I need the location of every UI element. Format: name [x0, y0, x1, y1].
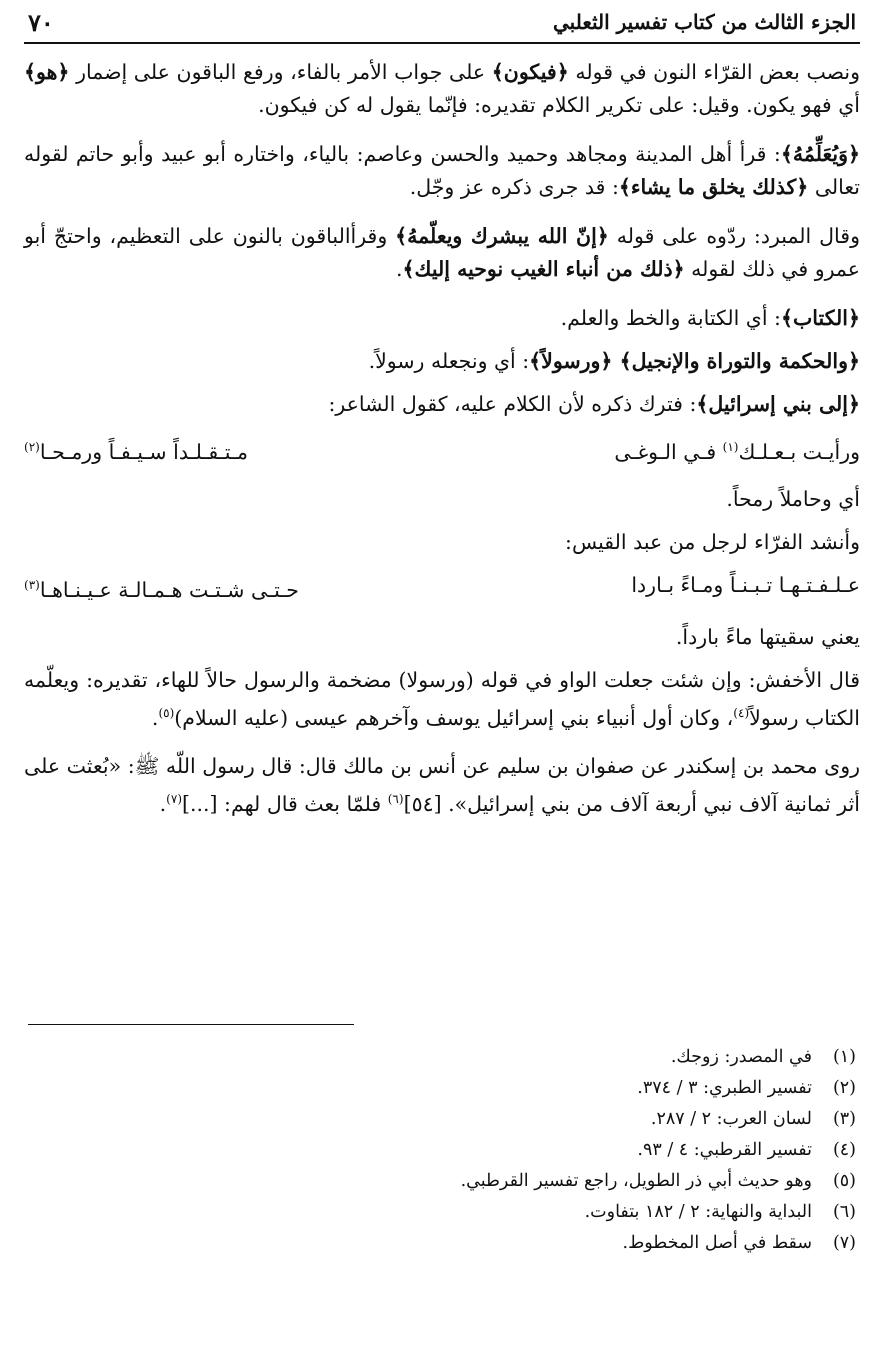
- footnote-item: [24, 1228, 856, 1259]
- quran-quote: ﴿الكتاب﴾: [780, 306, 860, 330]
- text-run: قال الأخفش: وإن شئت جعلت الواو في قوله (ورسولا) مضخمة والرسول حالاً للهاء، تقديره: ويعلّمه الكتاب رسولاً: [24, 667, 860, 730]
- text-run: وقال المبرد: ردّوه على قوله: [608, 224, 860, 248]
- page-number: ٧٠: [28, 8, 54, 37]
- paragraph-explain-verse2: يعني سقيتها ماءً بارداً.: [675, 624, 860, 649]
- footnote-text: سقط في أصل المخطوط.: [622, 1233, 812, 1253]
- paragraph-farra: وأنشد الفرّاء لرجل من عبد القيس:: [565, 529, 860, 554]
- quran-quote: ﴿فيكون﴾: [491, 60, 569, 84]
- text-run: .: [151, 705, 159, 730]
- footnote-text: لسان العرب: ٢ / ٢٨٧.: [650, 1109, 812, 1129]
- footnote-ref: (٦): [387, 792, 404, 807]
- footnote-ref: (٣): [24, 577, 40, 592]
- paragraph-kitab: [24, 302, 860, 335]
- footnote-item: [24, 1166, 856, 1197]
- quran-quote: ﴿كذلك يخلق ما يشاء﴾: [618, 175, 809, 199]
- text-run: ونصب بعض القرّاء النون في قوله: [568, 60, 860, 84]
- footnote-item: [24, 1042, 856, 1073]
- footnote-item: [24, 1135, 856, 1166]
- footnote-number: (٥): [832, 1171, 856, 1191]
- footnote-separator: [28, 1024, 354, 1025]
- quran-quote: ﴿هو﴾: [24, 60, 70, 84]
- footnote-ref: (٥): [158, 705, 175, 720]
- book-page: [24, 8, 860, 1348]
- paragraph-hikma: [24, 345, 860, 378]
- footnote-item: [24, 1073, 856, 1104]
- text-run: : فترك ذكره لأن الكلام عليه، كقول الشاعر:: [328, 392, 697, 416]
- footnote-ref: (٢): [24, 440, 40, 454]
- verse-text: حـتـى شـتـت هـمـالـة عـيـنـاهـا: [39, 577, 299, 602]
- poetry-verse-1: [24, 431, 860, 469]
- quran-quote: ﴿وَيُعَلِّمُهُ﴾: [780, 142, 860, 166]
- paragraph-explain-verse1: أي وحاملاً رمحاً.: [726, 486, 860, 511]
- verse-text: مـتـقـلـداً سـيـفـاً ورمـحـا: [39, 439, 248, 464]
- footnote-text: في المصدر: زوجك.: [670, 1047, 812, 1067]
- text-run: على جواب الأمر بالفاء، ورفع الباقون على إضمار: [69, 60, 492, 84]
- paragraph-yuallimuhu: [24, 138, 860, 204]
- poetry-verse-2: [24, 569, 860, 607]
- running-title: الجزء الثالث من كتاب تفسير الثعلبي: [553, 10, 856, 34]
- quran-quote: ﴿ذلك من أنباء الغيب نوحيه إليك﴾: [402, 257, 685, 281]
- text-run: ، وكان أول أنبياء بني إسرائيل يوسف وآخرهم عيسى (عليه السلام): [174, 705, 734, 730]
- text-run: .: [396, 257, 403, 281]
- text-run: .: [159, 792, 167, 817]
- paragraph-mubarrad: [24, 220, 860, 286]
- paragraph-akhfash: [24, 664, 860, 735]
- quran-quote: ﴿إلى بني إسرائيل﴾: [696, 392, 860, 416]
- verse-text: ورأيـت بـعـلـك: [738, 439, 860, 464]
- footnote-ref: (١): [722, 440, 739, 454]
- text-run: وقرأالباقون بالنون على التعظيم، واحتجّ أبو عمرو في ذلك لقوله: [24, 224, 860, 281]
- footnote-text: وهو حديث أبي ذر الطويل، راجع تفسير القرطبي.: [460, 1171, 812, 1191]
- text-run: روى محمد بن إسكندر عن صفوان بن سليم عن أنس بن مالك قال: قال رسول اللّه ﷺ: «بُعثت على أثر ثمانية آلاف نبي أربعة آلاف من بني إسرائيل». [٥٤]: [24, 754, 860, 817]
- paragraph-fayakun: [24, 56, 860, 122]
- quran-quote: ﴿والحكمة والتوراة والإنجيل﴾ ﴿ورسولاً﴾: [529, 349, 860, 373]
- text-run: أي فهو يكون. وقيل: على تكرير الكلام تقديره: فإنّما يقول له كن فيكون.: [258, 93, 860, 117]
- page-header: [24, 8, 860, 44]
- footnote-number: (٦): [832, 1202, 856, 1222]
- footnote-text: تفسير الطبري: ٣ / ٣٧٤.: [637, 1078, 812, 1098]
- footnote-ref: (٧): [166, 792, 182, 807]
- text-run: فلمّا بعث قال لهم: [...]: [182, 792, 388, 817]
- footnote-number: (٣): [832, 1109, 856, 1129]
- footnote-number: (١): [832, 1047, 856, 1067]
- paragraph-hadith: [24, 750, 860, 821]
- footnotes: [24, 1042, 856, 1259]
- footnote-ref: (٤): [733, 705, 750, 720]
- text-run: : قد جرى ذكره عز وجّل.: [409, 175, 619, 199]
- verse-first-hemistich: عـلـفـتـهـا تـبـنـاً ومـاءً بـاردا: [631, 572, 860, 597]
- footnote-item: [24, 1104, 856, 1135]
- text-run: : قرأ أهل المدينة ومجاهد وحميد والحسن وعاصم: بالياء، واختاره أبو عبيد وأبو حاتم لقوله تعالى: [24, 142, 860, 199]
- footnote-text: البداية والنهاية: ٢ / ١٨٢ بتفاوت.: [584, 1202, 812, 1222]
- footnote-item: [24, 1197, 856, 1228]
- verse-second-hemistich: [24, 569, 299, 607]
- footnote-number: (٤): [832, 1140, 856, 1160]
- verse-first-hemistich: [614, 431, 860, 469]
- verse-text: فـي الـوغـى: [614, 439, 723, 464]
- footnote-text: تفسير القرطبي: ٤ / ٩٣.: [637, 1140, 812, 1160]
- footnote-number: (٢): [832, 1078, 856, 1098]
- paragraph-bani-israil: [24, 388, 860, 421]
- text-run: : أي الكتابة والخط والعلم.: [560, 306, 781, 330]
- text-run: : أي ونجعله رسولاً.: [368, 349, 530, 373]
- quran-quote: ﴿إنّ الله يبشرك ويعلّمهُ﴾: [395, 224, 609, 248]
- footnote-number: (٧): [832, 1233, 856, 1253]
- main-text: [24, 56, 860, 837]
- verse-second-hemistich: [24, 431, 248, 469]
